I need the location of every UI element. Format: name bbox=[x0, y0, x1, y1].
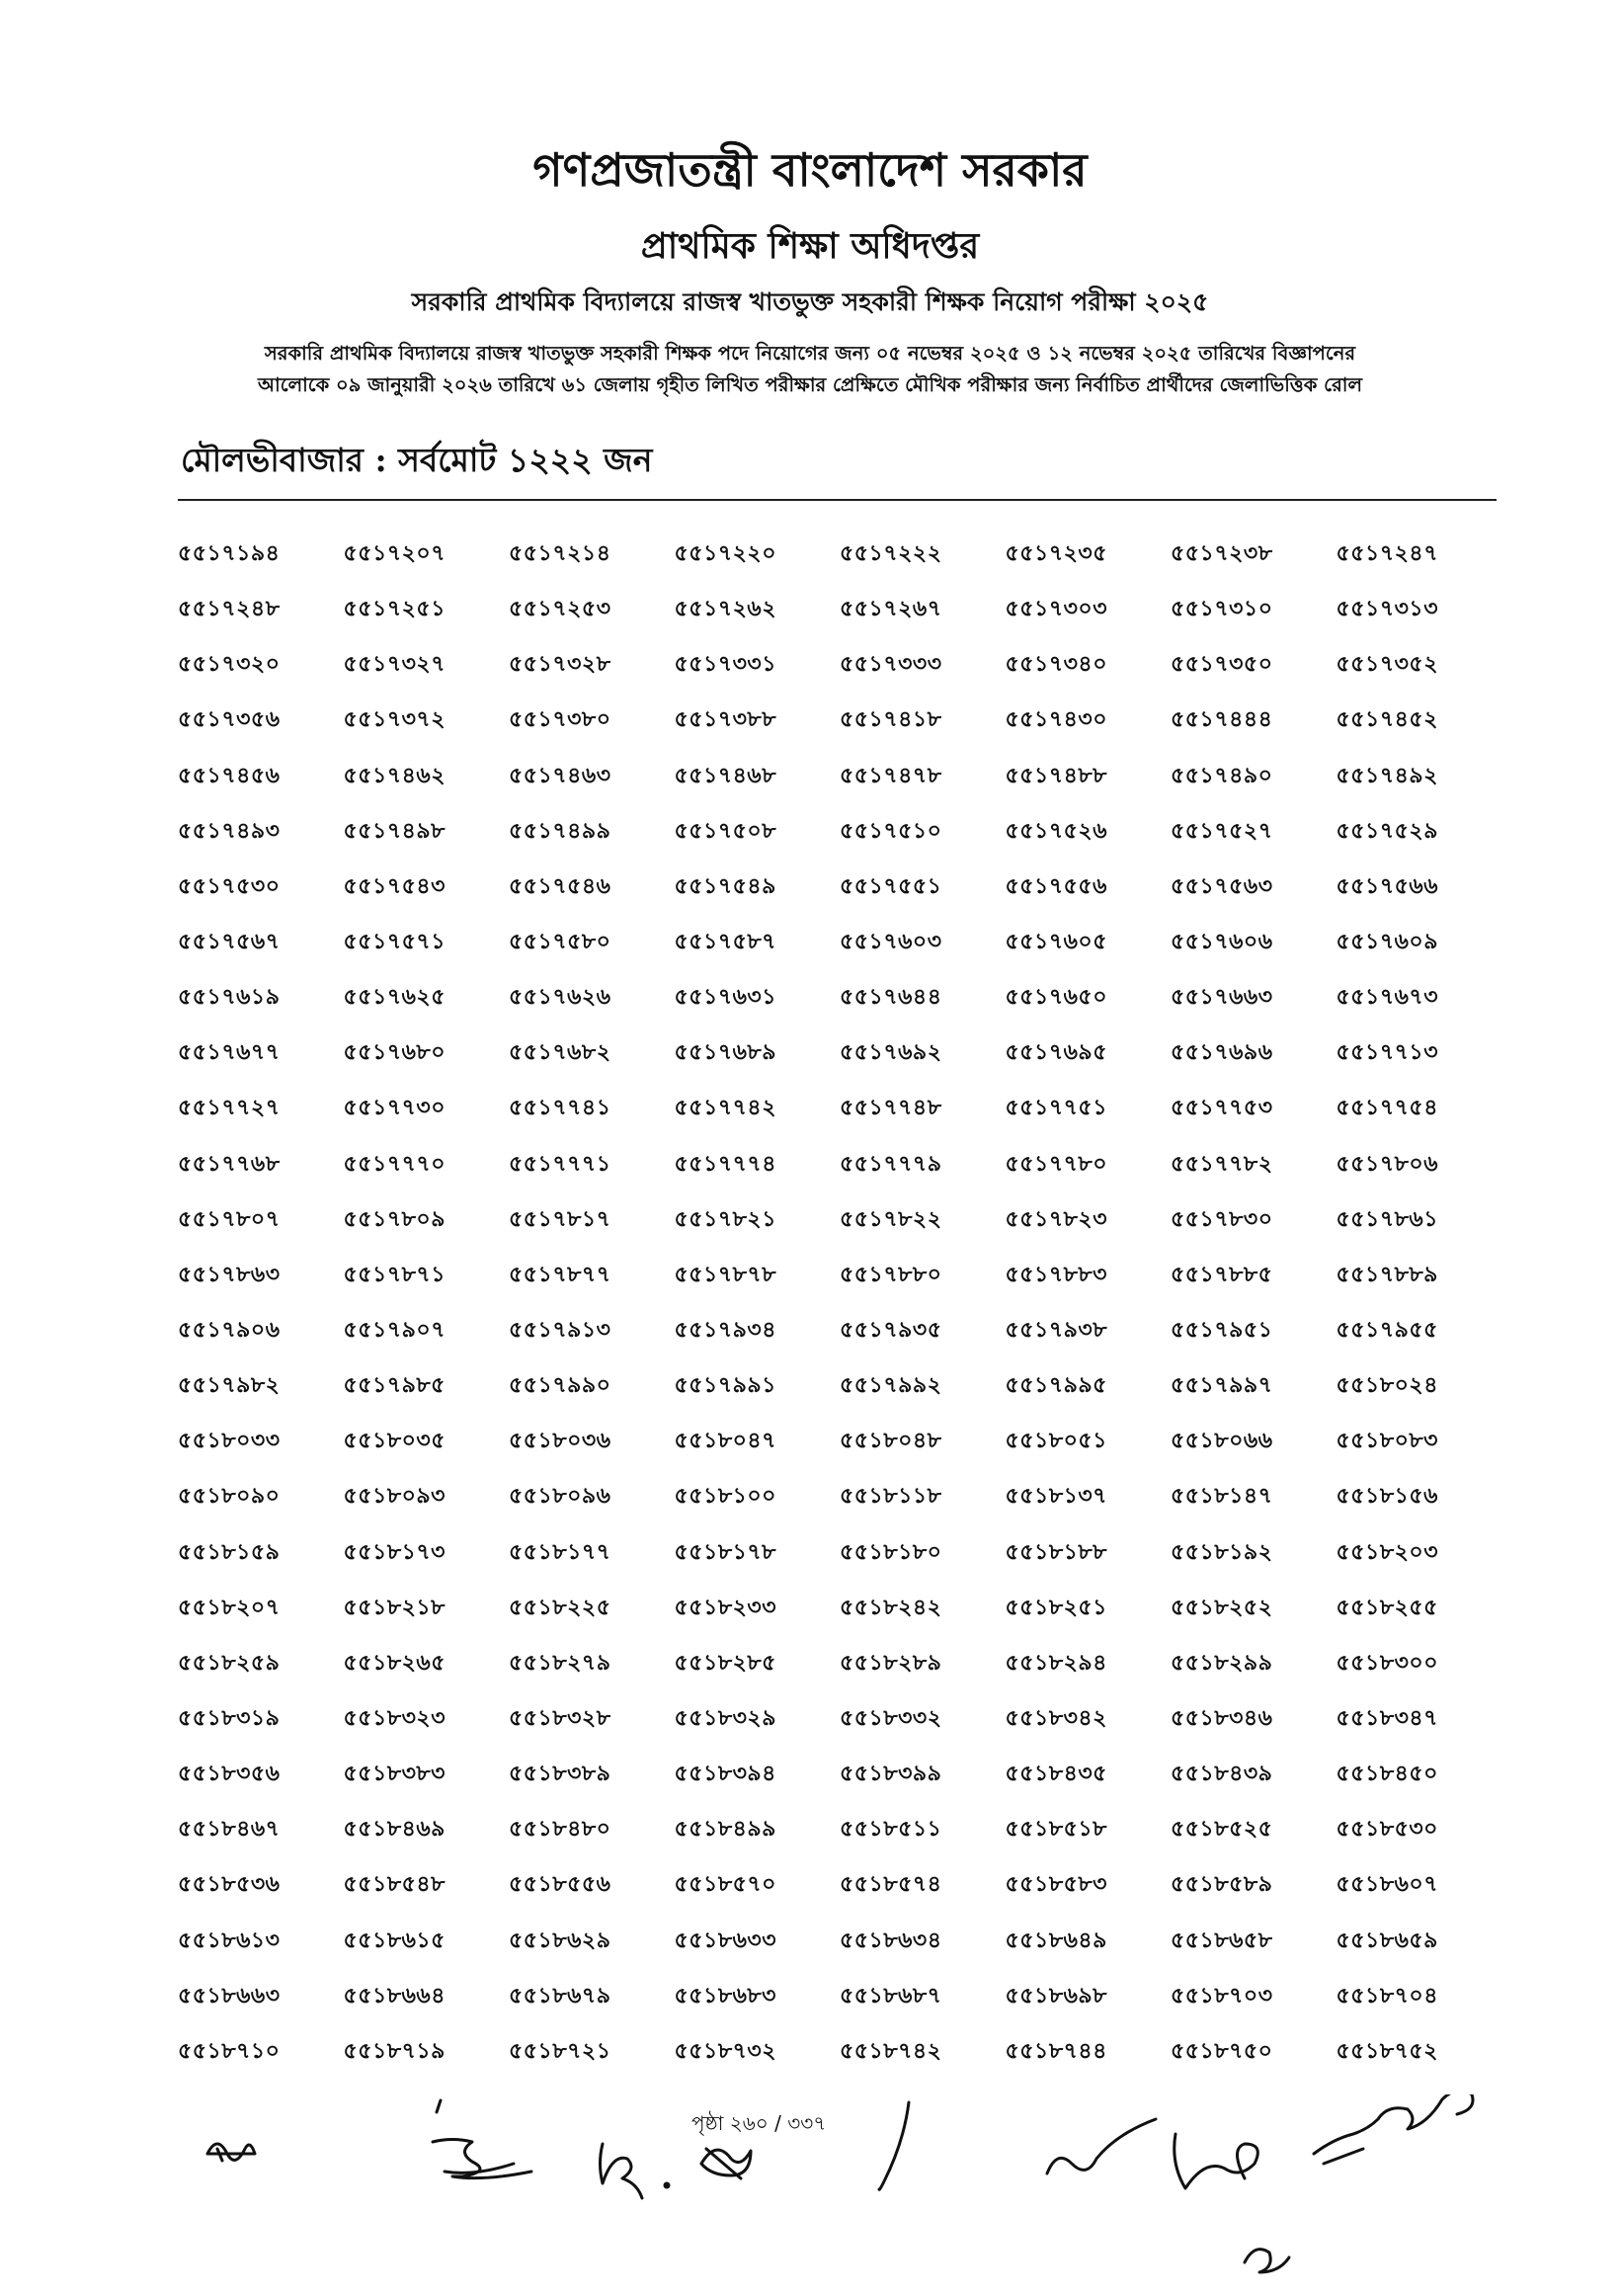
roll-number: ৫৫১৮০৪৮ bbox=[840, 1429, 942, 1454]
roll-number: ৫৫১৮২২৫ bbox=[509, 1595, 611, 1620]
roll-number: ৫৫১৮২৫২ bbox=[1171, 1595, 1273, 1620]
roll-number: ৫৫১৮০৪৭ bbox=[674, 1429, 776, 1454]
roll-number: ৫৫১৭৯৮৫ bbox=[343, 1373, 446, 1399]
roll-number: ৫৫১৮৪৩৫ bbox=[1005, 1762, 1107, 1787]
roll-number: ৫৫১৭৪৯০ bbox=[1171, 763, 1273, 788]
government-title: গণপ্রজাতন্ত্রী বাংলাদেশ সরকার bbox=[532, 143, 1088, 197]
roll-number: ৫৫১৭৫৮০ bbox=[509, 929, 611, 954]
roll-number: ৫৫১৭৬৯২ bbox=[840, 1040, 942, 1066]
roll-number: ৫৫১৭৮৮৫ bbox=[1171, 1262, 1273, 1287]
roll-number: ৫৫১৮৫৭৪ bbox=[840, 1872, 942, 1898]
roll-number: ৫৫১৮৭৫২ bbox=[1336, 2038, 1438, 2064]
roll-number: ৫৫১৭২৫১ bbox=[343, 597, 446, 622]
roll-number: ৫৫১৭৫৭১ bbox=[343, 929, 446, 954]
roll-number: ৫৫১৮৬২৯ bbox=[509, 1927, 611, 1953]
roll-number: ৫৫১৮৬৩৩ bbox=[674, 1927, 777, 1953]
roll-number: ৫৫১৭৬২৫ bbox=[343, 985, 446, 1011]
roll-number: ৫৫১৭২৩৫ bbox=[1005, 541, 1108, 566]
roll-number: ৫৫১৭৯৩৪ bbox=[674, 1317, 776, 1343]
roll-number: ৫৫১৮০৩৩ bbox=[178, 1429, 281, 1454]
roll-number: ৫৫১৮৭৩২ bbox=[674, 2038, 777, 2064]
signatures-strip bbox=[178, 2094, 1580, 2292]
roll-number: ৫৫১৭৬৬৩ bbox=[1171, 985, 1273, 1011]
roll-number: ৫৫১৭৩৫৬ bbox=[178, 707, 281, 733]
roll-number: ৫৫১৭৫২৯ bbox=[1336, 818, 1438, 844]
roll-number: ৫৫১৭৭৮২ bbox=[1171, 1151, 1273, 1177]
roll-number: ৫৫১৭৫২৬ bbox=[1005, 818, 1108, 844]
roll-number: ৫৫১৮১৭৭ bbox=[509, 1539, 611, 1565]
roll-number: ৫৫১৭৫১০ bbox=[840, 818, 942, 844]
roll-number: ৫৫১৭৭৫১ bbox=[1005, 1096, 1107, 1121]
roll-number: ৫৫১৮৩৪২ bbox=[1005, 1705, 1107, 1731]
roll-number: ৫৫১৭৩৩৩ bbox=[840, 652, 942, 678]
roll-number: ৫৫১৭৬১৯ bbox=[178, 985, 281, 1011]
roll-number: ৫৫১৮১৩৭ bbox=[1005, 1484, 1107, 1510]
roll-number: ৫৫১৭৩১০ bbox=[1171, 597, 1273, 622]
roll-number: ৫৫১৭৪৬৮ bbox=[674, 763, 776, 788]
roll-number: ৫৫১৮৬৫৮ bbox=[1171, 1927, 1273, 1953]
roll-number: ৫৫১৭৬৩১ bbox=[674, 985, 777, 1011]
signature-8 bbox=[1314, 2094, 1473, 2164]
roll-number: ৫৫১৭৯১৩ bbox=[509, 1317, 611, 1343]
roll-number: ৫৫১৭৪৯৮ bbox=[343, 818, 446, 844]
notice-line-2: আলোকে ০৯ জানুয়ারী ২০২৬ তারিখে ৬১ জেলায় গৃহীত লিখিত পরীক্ষার প্রেক্ষিতে মৌখিক পরীক্ষার জন্য নির্বাচিত প্রার্থীদের জেলাভিত্তিক রোল bbox=[257, 373, 1362, 396]
roll-number: ৫৫১৭৩২৭ bbox=[343, 652, 446, 678]
roll-number: ৫৫১৭৬৮২ bbox=[509, 1040, 611, 1066]
roll-number: ৫৫১৮৬৬৩ bbox=[178, 1983, 281, 2009]
roll-number: ৫৫১৭৯৩৫ bbox=[840, 1317, 942, 1343]
roll-number: ৫৫১৮৩২৮ bbox=[509, 1705, 611, 1731]
signature-5 bbox=[879, 2102, 909, 2189]
roll-number: ৫৫১৮২৭৯ bbox=[509, 1650, 611, 1676]
roll-number: ৫৫১৮৬৮৭ bbox=[840, 1983, 942, 2009]
roll-number: ৫৫১৮৭৫০ bbox=[1171, 2038, 1273, 2064]
roll-number: ৫৫১৭২৩৮ bbox=[1171, 541, 1273, 566]
roll-number: ৫৫১৮৫৮৩ bbox=[1005, 1872, 1107, 1898]
roll-number: ৫৫১৮৫৪৮ bbox=[343, 1872, 446, 1898]
roll-number: ৫৫১৮৫১৮ bbox=[1005, 1817, 1107, 1843]
page-number: পৃষ্ঠা ২৬০ / ৩৩৭ bbox=[691, 2111, 827, 2135]
roll-number: ৫৫১৭৮০৯ bbox=[343, 1206, 446, 1232]
roll-number: ৫৫১৮২৬৫ bbox=[343, 1650, 446, 1676]
roll-number: ৫৫১৭২১৪ bbox=[509, 541, 611, 566]
roll-number: ৫৫১৮১৫৯ bbox=[178, 1539, 281, 1565]
roll-number: ৫৫১৭২০৭ bbox=[343, 541, 446, 566]
roll-number: ৫৫১৮৩৯৯ bbox=[840, 1762, 942, 1787]
roll-number: ৫৫১৮৫৫৬ bbox=[509, 1872, 611, 1898]
roll-number: ৫৫১৮৬৪৯ bbox=[1005, 1927, 1107, 1953]
roll-number: ৫৫১৭৩৮০ bbox=[509, 707, 611, 733]
roll-number: ৫৫১৭৫৮৭ bbox=[674, 929, 776, 954]
roll-number: ৫৫১৮৩২৯ bbox=[674, 1705, 776, 1731]
roll-number: ৫৫১৭৮৬১ bbox=[1336, 1206, 1438, 1232]
roll-number: ৫৫১৭৮২১ bbox=[674, 1206, 776, 1232]
roll-number: ৫৫১৮০২৪ bbox=[1336, 1373, 1438, 1399]
roll-number: ৫৫১৮৫২৫ bbox=[1171, 1817, 1273, 1843]
roll-number: ৫৫১৮৩৩২ bbox=[840, 1705, 942, 1731]
roll-number: ৫৫১৮৫৮৯ bbox=[1171, 1872, 1273, 1898]
roll-number: ৫৫১৭৬০৯ bbox=[1336, 929, 1439, 954]
department-title: প্রাথমিক শিক্ষা অধিদপ্তর bbox=[640, 225, 980, 267]
roll-number: ৫৫১৮০৫১ bbox=[1005, 1429, 1107, 1454]
roll-number: ৫৫১৭৭৫৩ bbox=[1171, 1096, 1273, 1121]
roll-number: ৫৫১৮০৯০ bbox=[178, 1484, 281, 1510]
roll-number: ৫৫১৭৯৫১ bbox=[1171, 1317, 1273, 1343]
roll-number: ৫৫১৮২৮৫ bbox=[674, 1650, 776, 1676]
roll-number: ৫৫১৭২২০ bbox=[674, 541, 777, 566]
roll-number: ৫৫১৭৪৮৮ bbox=[1005, 763, 1107, 788]
roll-number: ৫৫১৮২০৩ bbox=[1336, 1539, 1439, 1565]
roll-number: ৫৫১৭৯০৬ bbox=[178, 1317, 281, 1343]
roll-number: ৫৫১৮০৮৩ bbox=[1336, 1429, 1438, 1454]
roll-number: ৫৫১৭৯৯২ bbox=[840, 1373, 942, 1399]
roll-number: ৫৫১৭৬০৩ bbox=[840, 929, 942, 954]
roll-number: ৫৫১৮১০০ bbox=[674, 1484, 776, 1510]
roll-number: ৫৫১৭৯৫৫ bbox=[1336, 1317, 1438, 1343]
roll-number-grid bbox=[178, 541, 1501, 2094]
roll-number: ৫৫১৮৩৯৪ bbox=[674, 1762, 776, 1787]
signature-1 bbox=[207, 2144, 255, 2161]
roll-number: ৫৫১৮৬১৫ bbox=[343, 1927, 446, 1953]
roll-number: ৫৫১৭৯৯১ bbox=[674, 1373, 776, 1399]
roll-number: ৫৫১৭৩৪০ bbox=[1005, 652, 1108, 678]
roll-number: ৫৫১৮৭০৪ bbox=[1336, 1983, 1438, 2009]
roll-number: ৫৫১৭৫৬৩ bbox=[1171, 873, 1273, 899]
roll-number: ৫৫১৭১৯৪ bbox=[178, 541, 281, 566]
roll-number: ৫৫১৭২৫৩ bbox=[509, 597, 611, 622]
roll-number: ৫৫১৮৫৩৬ bbox=[178, 1872, 281, 1898]
roll-number: ৫৫১৮৩৪৭ bbox=[1336, 1705, 1438, 1731]
roll-number: ৫৫১৮১৫৬ bbox=[1336, 1484, 1438, 1510]
roll-number: ৫৫১৭৮৭৭ bbox=[509, 1262, 611, 1287]
notice-text bbox=[148, 338, 1472, 401]
roll-number: ৫৫১৮৭০৩ bbox=[1171, 1983, 1273, 2009]
roll-number: ৫৫১৭৭৫৪ bbox=[1336, 1096, 1438, 1121]
roll-number: ৫৫১৮৬৯৮ bbox=[1005, 1983, 1107, 2009]
roll-number: ৫৫১৭৩৮৮ bbox=[674, 707, 776, 733]
roll-number: ৫৫১৮২১৮ bbox=[343, 1595, 446, 1620]
roll-number: ৫৫১৮২৫৫ bbox=[1336, 1595, 1438, 1620]
roll-number: ৫৫১৭২৪৭ bbox=[1336, 541, 1439, 566]
roll-number: ৫৫১৭৭৪১ bbox=[509, 1096, 611, 1121]
roll-number: ৫৫১৭৩২০ bbox=[178, 652, 281, 678]
roll-number: ৫৫১৭৭৭০ bbox=[343, 1151, 446, 1177]
roll-number: ৫৫১৭৮০৬ bbox=[1336, 1151, 1439, 1177]
roll-number: ৫৫১৮৭৪৪ bbox=[1005, 2038, 1107, 2064]
roll-number: ৫৫১৭৬৫০ bbox=[1005, 985, 1108, 1011]
roll-number: ৫৫১৭৯৩৮ bbox=[1005, 1317, 1107, 1343]
roll-number: ৫৫১৮২৯৪ bbox=[1005, 1650, 1107, 1676]
roll-number: ৫৫১৮৩৮৩ bbox=[343, 1762, 446, 1787]
roll-number: ৫৫১৭৯০৭ bbox=[343, 1317, 446, 1343]
roll-number: ৫৫১৭৩৩১ bbox=[674, 652, 777, 678]
roll-number: ৫৫১৮২৯৯ bbox=[1171, 1650, 1273, 1676]
roll-number: ৫৫১৮৩০০ bbox=[1336, 1650, 1439, 1676]
roll-number: ৫৫১৭৪৫২ bbox=[1336, 707, 1438, 733]
roll-number: ৫৫১৭৪৫৬ bbox=[178, 763, 281, 788]
roll-number: ৫৫১৮৫১১ bbox=[840, 1817, 942, 1843]
roll-number: ৫৫১৮০৩৫ bbox=[343, 1429, 446, 1454]
roll-number: ৫৫১৮৬৭৯ bbox=[509, 1983, 611, 2009]
roll-number: ৫৫১৮৭১০ bbox=[178, 2038, 281, 2064]
roll-number: ৫৫১৭৬৭৩ bbox=[1336, 985, 1439, 1011]
divider-line bbox=[178, 499, 1497, 501]
roll-number: ৫৫১৮৪৬৭ bbox=[178, 1817, 281, 1843]
roll-number: ৫৫১৭৫৪৯ bbox=[674, 873, 776, 899]
roll-number: ৫৫১৮১৮৮ bbox=[1005, 1539, 1107, 1565]
exam-title: সরকারি প্রাথমিক বিদ্যালয়ে রাজস্ব খাতভুক্ত সহকারী শিক্ষক নিয়োগ পরীক্ষা ২০২৫ bbox=[411, 287, 1209, 316]
roll-number: ৫৫১৮৬৬৪ bbox=[343, 1983, 446, 2009]
roll-number: ৫৫১৭৬০৬ bbox=[1171, 929, 1273, 954]
roll-number: ৫৫১৭৬৭৭ bbox=[178, 1040, 281, 1066]
roll-number: ৫৫১৮১৭৮ bbox=[674, 1539, 776, 1565]
roll-number: ৫৫১৮৬৫৯ bbox=[1336, 1927, 1438, 1953]
signature-3 bbox=[601, 2144, 670, 2198]
roll-number: ৫৫১৭৮৮৩ bbox=[1005, 1262, 1107, 1287]
roll-number: ৫৫১৭৪৯২ bbox=[1336, 763, 1438, 788]
roll-number: ৫৫১৮৭১৯ bbox=[343, 2038, 446, 2064]
district-heading: মৌলভীবাজার : সর্বমোট ১২২২ জন bbox=[181, 441, 653, 479]
roll-number: ৫৫১৮০৩৬ bbox=[509, 1429, 611, 1454]
roll-number: ৫৫১৭৪৬৩ bbox=[509, 763, 611, 788]
roll-number: ৫৫১৭৮৮৯ bbox=[1336, 1262, 1438, 1287]
roll-number: ৫৫১৭৫৬৭ bbox=[178, 929, 281, 954]
roll-number: ৫৫১৮৪৩৯ bbox=[1171, 1762, 1273, 1787]
roll-number: ৫৫১৭৯৮২ bbox=[178, 1373, 281, 1399]
roll-number: ৫৫১৭৪৯৩ bbox=[178, 818, 281, 844]
roll-number: ৫৫১৮১৭৩ bbox=[343, 1539, 446, 1565]
roll-number: ৫৫১৮০৯৬ bbox=[509, 1484, 611, 1510]
roll-number: ৫৫১৭৮২২ bbox=[840, 1206, 942, 1232]
roll-number: ৫৫১৭৭৮০ bbox=[1005, 1151, 1108, 1177]
roll-number: ৫৫১৮৩১৯ bbox=[178, 1705, 281, 1731]
roll-number: ৫৫১৮৪৮০ bbox=[509, 1817, 611, 1843]
roll-number: ৫৫১৭৭৪২ bbox=[674, 1096, 777, 1121]
roll-number: ৫৫১৮০৯৩ bbox=[343, 1484, 446, 1510]
roll-number: ৫৫১৭২৬৭ bbox=[840, 597, 942, 622]
roll-number: ৫৫১৭৪৩০ bbox=[1005, 707, 1108, 733]
roll-number: ৫৫১৮৩৫৬ bbox=[178, 1762, 281, 1787]
roll-number: ৫৫১৭২৪৮ bbox=[178, 597, 281, 622]
roll-number: ৫৫১৭৩৭২ bbox=[343, 707, 446, 733]
roll-number: ৫৫১৭২৬২ bbox=[674, 597, 777, 622]
signature-2 bbox=[433, 2100, 531, 2178]
roll-number: ৫৫১৮২৫১ bbox=[1005, 1595, 1107, 1620]
roll-number: ৫৫১৭৪৯৯ bbox=[509, 818, 611, 844]
roll-number: ৫৫১৭৫৫১ bbox=[840, 873, 942, 899]
roll-number: ৫৫১৮২৪২ bbox=[840, 1595, 942, 1620]
roll-number: ৫৫১৭৫২৭ bbox=[1171, 818, 1273, 844]
notice-line-1: সরকারি প্রাথমিক বিদ্যালয়ে রাজস্ব খাতভুক্ত সহকারী শিক্ষক পদে নিয়োগের জন্য ০৫ নভেম্বর ২০২৫ ও ১২ নভেম্বর ২০২৫ তারিখের বিজ্ঞাপনের bbox=[264, 342, 1356, 365]
roll-number: ৫৫১৮৬৩৪ bbox=[840, 1927, 942, 1953]
roll-number: ৫৫১৮১১৮ bbox=[840, 1484, 942, 1510]
roll-number: ৫৫১৭৩০৩ bbox=[1005, 597, 1108, 622]
roll-number: ৫৫১৭৭৭১ bbox=[509, 1151, 611, 1177]
roll-number: ৫৫১৮১৯২ bbox=[1171, 1539, 1273, 1565]
roll-number: ৫৫১৭৬৪৪ bbox=[840, 985, 942, 1011]
roll-number: ৫৫১৮২০৭ bbox=[178, 1595, 281, 1620]
roll-number: ৫৫১৮১৪৭ bbox=[1171, 1484, 1273, 1510]
roll-number: ৫৫১৭৫৫৬ bbox=[1005, 873, 1107, 899]
roll-number: ৫৫১৭৫৪৬ bbox=[509, 873, 611, 899]
roll-number: ৫৫১৭৩৫০ bbox=[1171, 652, 1273, 678]
roll-number: ৫৫১৭৩২৮ bbox=[509, 652, 611, 678]
roll-number: ৫৫১৭৮২৩ bbox=[1005, 1206, 1108, 1232]
roll-number: ৫৫১৮২৮৯ bbox=[840, 1650, 942, 1676]
roll-number: ৫৫১৭৫৩০ bbox=[178, 873, 281, 899]
roll-number: ৫৫১৭৮৭১ bbox=[343, 1262, 446, 1287]
roll-number: ৫৫১৮৭২১ bbox=[509, 2038, 611, 2064]
roll-number: ৫৫১৭৪৪৪ bbox=[1171, 707, 1273, 733]
roll-number: ৫৫১৭৬০৫ bbox=[1005, 929, 1108, 954]
roll-number: ৫৫১৭৯৯৫ bbox=[1005, 1373, 1107, 1399]
roll-number: ৫৫১৭৭৬৮ bbox=[178, 1151, 281, 1177]
roll-number: ৫৫১৮২৫৯ bbox=[178, 1650, 281, 1676]
roll-number: ৫৫১৭৯৯০ bbox=[509, 1373, 611, 1399]
roll-number: ৫৫১৭৪৬২ bbox=[343, 763, 446, 788]
roll-number: ৫৫১৮৪৯৯ bbox=[674, 1817, 776, 1843]
signature-6 bbox=[1047, 2119, 1156, 2173]
roll-number: ৫৫১৮৩৮৯ bbox=[509, 1762, 611, 1787]
roll-number: ৫৫১৭৭৩০ bbox=[343, 1096, 446, 1121]
roll-number: ৫৫১৮৫৩০ bbox=[1336, 1817, 1438, 1843]
roll-number: ৫৫১৭২২২ bbox=[840, 541, 942, 566]
roll-number: ৫৫১৮৬১৩ bbox=[178, 1927, 281, 1953]
roll-number: ৫৫১৭৮১৭ bbox=[509, 1206, 611, 1232]
roll-number: ৫৫১৭৬৮০ bbox=[343, 1040, 446, 1066]
roll-number: ৫৫১৮২৩৩ bbox=[674, 1595, 777, 1620]
roll-number: ৫৫১৭৫৪৩ bbox=[343, 873, 446, 899]
roll-number: ৫৫১৭৭৪৮ bbox=[840, 1096, 942, 1121]
roll-number: ৫৫১৭৫০৮ bbox=[674, 818, 776, 844]
roll-number: ৫৫১৮০৬৬ bbox=[1171, 1429, 1273, 1454]
roll-number: ৫৫১৭৮০৭ bbox=[178, 1206, 281, 1232]
roll-number: ৫৫১৮৪৫০ bbox=[1336, 1762, 1438, 1787]
roll-number: ৫৫১৭৬৯৫ bbox=[1005, 1040, 1107, 1066]
roll-number: ৫৫১৭৮৩০ bbox=[1171, 1206, 1273, 1232]
roll-number: ৫৫১৭৭২৭ bbox=[178, 1096, 281, 1121]
roll-number: ৫৫১৮৩২৩ bbox=[343, 1705, 446, 1731]
roll-number: ৫৫১৭৯৯৭ bbox=[1171, 1373, 1273, 1399]
roll-number: ৫৫১৭৮৭৮ bbox=[674, 1262, 776, 1287]
roll-number: ৫৫১৭৬৯৬ bbox=[1171, 1040, 1273, 1066]
signature-7 bbox=[1174, 2134, 1289, 2272]
roll-number: ৫৫১৭৭৭৯ bbox=[840, 1151, 942, 1177]
roll-number: ৫৫১৭৮৬৩ bbox=[178, 1262, 281, 1287]
roll-number: ৫৫১৭৬৮৯ bbox=[674, 1040, 776, 1066]
roll-number: ৫৫১৮৬০৭ bbox=[1336, 1872, 1439, 1898]
roll-number: ৫৫১৭৩৫২ bbox=[1336, 652, 1439, 678]
signature-4 bbox=[701, 2149, 751, 2178]
roll-number: ৫৫১৭৩১৩ bbox=[1336, 597, 1439, 622]
roll-number: ৫৫১৮১৮০ bbox=[840, 1539, 942, 1565]
roll-number: ৫৫১৭৮৮০ bbox=[840, 1262, 942, 1287]
roll-number: ৫৫১৭৬২৬ bbox=[509, 985, 611, 1011]
roll-number: ৫৫১৭৭১৩ bbox=[1336, 1040, 1439, 1066]
roll-number: ৫৫১৮৭৪২ bbox=[840, 2038, 942, 2064]
roll-number: ৫৫১৮৫৭০ bbox=[674, 1872, 776, 1898]
roll-number: ৫৫১৭৪৭৮ bbox=[840, 763, 942, 788]
roll-number: ৫৫১৮৬৮৩ bbox=[674, 1983, 776, 2009]
roll-number: ৫৫১৭৭৭৪ bbox=[674, 1151, 777, 1177]
roll-number: ৫৫১৮৩৪৬ bbox=[1171, 1705, 1273, 1731]
roll-number: ৫৫১৮৪৬৯ bbox=[343, 1817, 446, 1843]
roll-number: ৫৫১৭৫৬৬ bbox=[1336, 873, 1439, 899]
roll-number: ৫৫১৭৪১৮ bbox=[840, 707, 942, 733]
